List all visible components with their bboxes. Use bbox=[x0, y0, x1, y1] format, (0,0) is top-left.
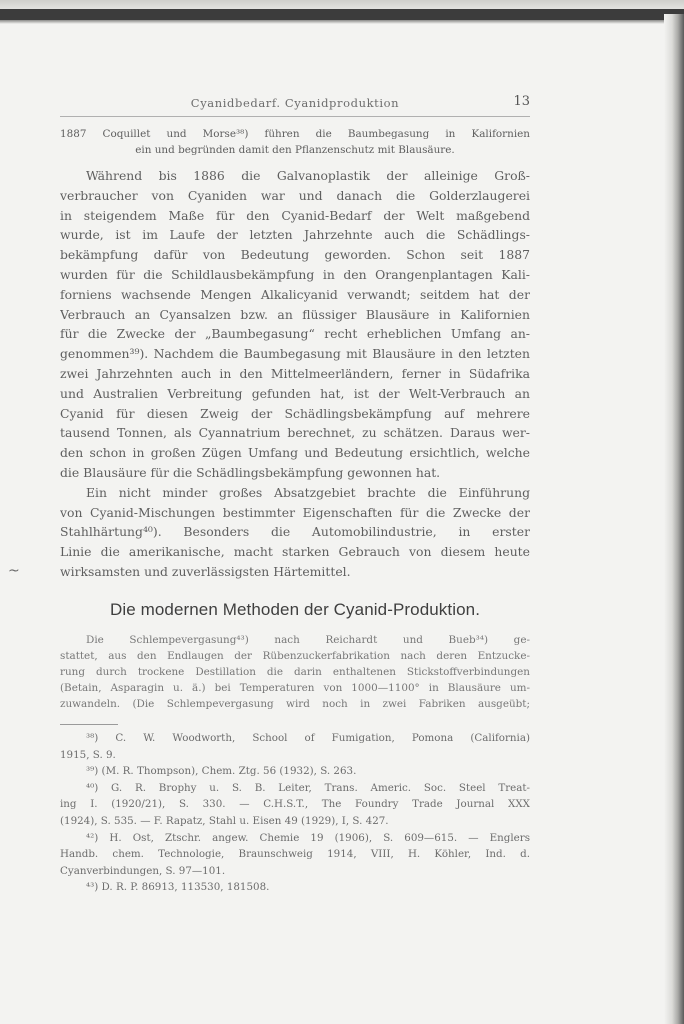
running-head-title: Cyanidbedarf. Cyanidproduktion bbox=[190, 96, 400, 110]
text-line: Ein nicht minder großes Absatzgebiet brachte die Einführung bbox=[86, 484, 530, 500]
running-head bbox=[60, 96, 530, 117]
text-line: zwei Jahrzehnten auch in den Mittelmeerländern, ferner in Südafrika bbox=[60, 365, 530, 381]
footnote-line: Cyanverbindungen, S. 97—101. bbox=[60, 864, 226, 877]
text-line: Verbrauch an Cyansalzen bzw. an flüssiger Blausäure in Kalifornien bbox=[60, 306, 530, 322]
text-line: Stahlhärtung⁴⁰). Besonders die Automobilindustrie, in erster bbox=[60, 524, 530, 540]
section-heading: Die modernen Methoden der Cyanid-Produktion. bbox=[109, 600, 481, 619]
text-line: (Betain, Asparagin u. ä.) bei Temperaturen von 1000—1100° in Blausäure um- bbox=[60, 682, 530, 694]
footnote-line: ⁴²) H. Ost, Ztschr. angew. Chemie 19 (1906), S. 609—615. — Englers bbox=[86, 831, 530, 844]
text-line: stattet, aus den Endlaugen der Rübenzuckerfabrikation nach deren Entzucke- bbox=[60, 650, 530, 662]
body-text bbox=[60, 166, 530, 582]
text-line: ein und begründen damit den Pflanzenschutz mit Blausäure. bbox=[135, 144, 455, 156]
text-line: genommen³⁹). Nachdem die Baumbegasung mit Blausäure in den letzten bbox=[60, 346, 530, 362]
footnote-line: 1915, S. 9. bbox=[60, 748, 116, 761]
text-line: Während bis 1886 die Galvanoplastik der alleinige Groß- bbox=[86, 168, 530, 183]
page-number: 13 bbox=[513, 94, 530, 109]
margin-mark: ~ bbox=[8, 563, 20, 579]
footnote-line: ⁴³) D. R. P. 86913, 113530, 181508. bbox=[86, 881, 270, 894]
text-line: 1887 Coquillet und Morse³⁸) führen die Baumbegasung in Kalifornien bbox=[60, 128, 530, 140]
footnote-line: (1924), S. 535. — F. Rapatz, Stahl u. Eisen 49 (1929), I, S. 427. bbox=[60, 814, 389, 827]
section-paragraph bbox=[60, 632, 530, 712]
text-line: Cyanid für diesen Zweig der Schädlingsbekämpfung auf mehrere bbox=[60, 405, 530, 421]
book-spine-shadow bbox=[664, 14, 684, 1024]
text-line: tausend Tonnen, als Cyannatrium berechnet, zu schätzen. Daraus wer- bbox=[60, 425, 530, 441]
text-line: verbraucher von Cyaniden war und danach die Golderzlaugerei bbox=[60, 187, 530, 203]
footnote-line: Handb. chem. Technologie, Braunschweig 1914, VIII, H. Köhler, Ind. d. bbox=[60, 848, 530, 861]
text-line: forniens wachsende Mengen Alkalicyanid verwandt; seitdem hat der bbox=[60, 286, 530, 302]
text-line: in steigendem Maße für den Cyanid-Bedarf der Welt maßgebend bbox=[60, 207, 530, 223]
footnote-rule bbox=[60, 724, 118, 725]
text-line: wurde, ist im Laufe der letzten Jahrzehnte auch die Schädlings- bbox=[60, 227, 530, 243]
text-line: die Blausäure für die Schädlingsbekämpfung gewonnen hat. bbox=[60, 464, 441, 480]
footnote-line: ing I. (1920/21), S. 330. — C.H.S.T., The Foundry Trade Journal XXX bbox=[60, 798, 530, 811]
text-line: für die Zwecke der „Baumbegasung“ recht erheblichen Umfang an- bbox=[60, 326, 530, 342]
text-line: von Cyanid-Mischungen bestimmter Eigenschaften für die Zwecke der bbox=[60, 504, 530, 520]
intro-paragraph bbox=[60, 126, 530, 158]
text-line: Linie die amerikanische, macht starken Gebrauch von diesem heute bbox=[60, 544, 530, 560]
text-line: zuwandeln. (Die Schlempevergasung wird noch in zwei Fabriken ausgeübt; bbox=[60, 698, 530, 710]
text-line: bekämpfung dafür von Bedeutung geworden. Schon seit 1887 bbox=[60, 247, 530, 263]
text-line: Die Schlempevergasung⁴³) nach Reichardt und Bueb³⁴) ge- bbox=[86, 634, 530, 646]
text-line: wurden für die Schildlausbekämpfung in den Orangenplantagen Kali- bbox=[60, 266, 530, 282]
text-line: wirksamsten und zuverlässigsten Härtemittel. bbox=[60, 563, 351, 579]
footnotes bbox=[60, 730, 530, 896]
footnote-line: ³⁸) C. W. Woodworth, School of Fumigation, Pomona (California) bbox=[86, 732, 530, 744]
footnote-line: ⁴⁰) G. R. Brophy u. S. B. Leiter, Trans. Americ. Soc. Steel Treat- bbox=[86, 781, 530, 794]
text-line: rung durch trockene Destillation die darin enthaltenen Stickstoffverbindungen bbox=[60, 666, 530, 678]
text-line: den schon in großen Zügen Umfang und Bedeutung ersichtlich, welche bbox=[60, 445, 530, 461]
scan-top-edge bbox=[0, 9, 684, 20]
footnote-line: ³⁹) (M. R. Thompson), Chem. Ztg. 56 (1932), S. 263. bbox=[86, 765, 357, 778]
text-line: und Australien Verbreitung gefunden hat, ist der Welt-Verbrauch an bbox=[60, 385, 530, 401]
